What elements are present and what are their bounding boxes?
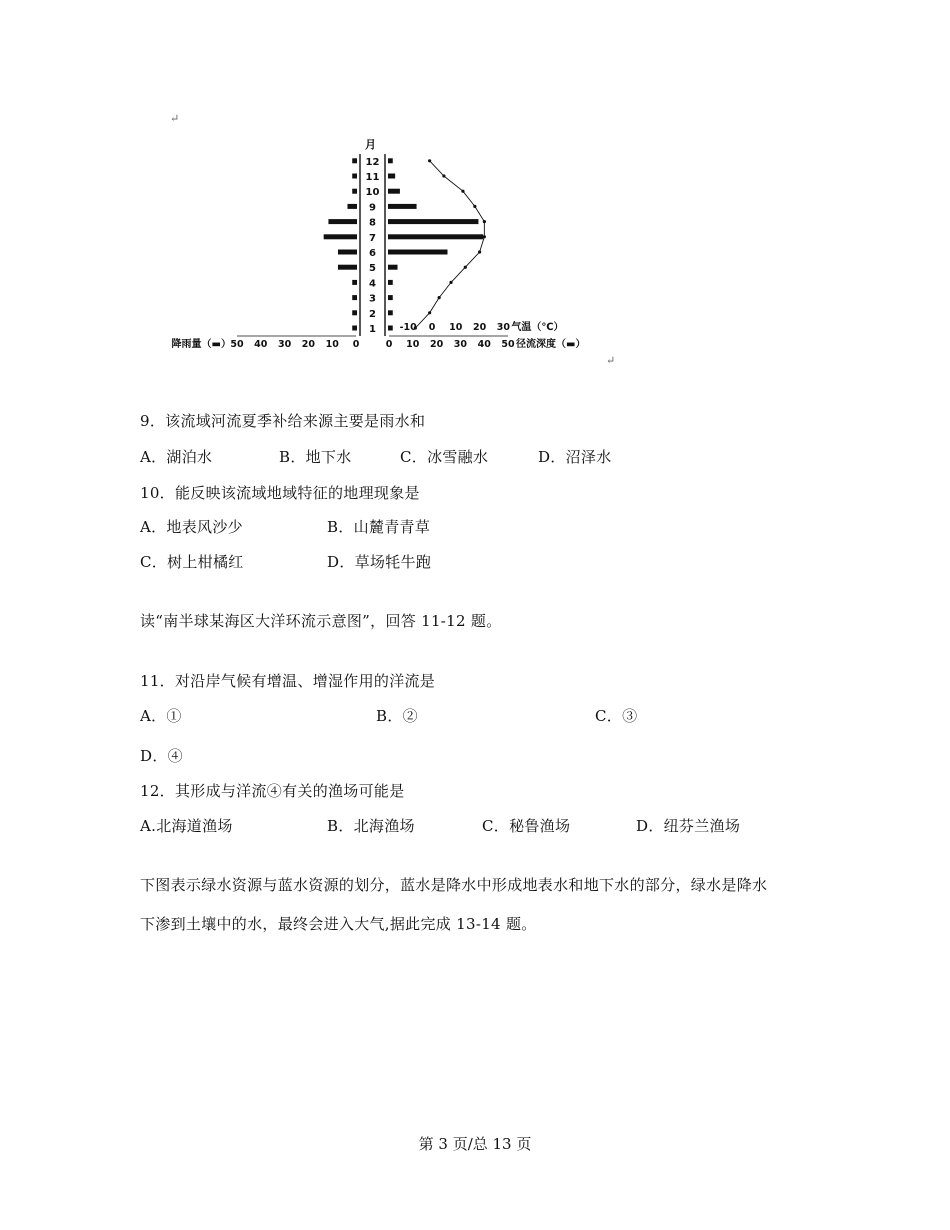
rainfall-bars: [324, 158, 357, 330]
option-a[interactable]: A.北海道渔场: [140, 817, 233, 835]
intro-11-12: 读“南半球某海区大洋环流示意图”，回答 11-12 题。: [140, 612, 502, 630]
option-c[interactable]: C．树上柑橘红: [140, 553, 244, 571]
month-label: 4: [369, 278, 376, 290]
temp-tick-label: 20: [472, 322, 487, 333]
rainfall-bar: [352, 295, 357, 300]
question-9-stem: 9．该流域河流夏季补给来源主要是雨水和: [140, 412, 426, 430]
question-12-stem: 12．其形成与洋流④有关的渔场可能是: [140, 782, 405, 800]
month-label: 10: [365, 187, 380, 199]
option-a[interactable]: A．①: [140, 707, 182, 725]
temperature-point: [478, 250, 481, 253]
option-a[interactable]: A．地表风沙少: [140, 518, 243, 536]
runoff-tick-label: 30: [453, 339, 468, 350]
runoff-bar: [388, 326, 393, 331]
question-11-stem: 11．对沿岸气候有增温、增湿作用的洋流是: [140, 672, 436, 690]
month-label: 9: [369, 202, 376, 214]
rain-tick-label: 30: [277, 339, 292, 350]
rain-tick-label: 10: [325, 339, 339, 350]
temperature-point: [438, 296, 441, 299]
runoff-bar: [388, 295, 393, 300]
option-a[interactable]: A．湖泊水: [140, 448, 213, 466]
runoff-bar: [388, 250, 448, 255]
question-11-options: [140, 705, 840, 727]
temperature-point: [483, 220, 486, 223]
question-11: [140, 670, 435, 691]
temp-tick-label: -10: [399, 322, 417, 333]
temp-axis-label: 气温（℃）: [511, 322, 564, 333]
month-label: 3: [369, 293, 376, 305]
runoff-tick-label: 50: [501, 339, 515, 350]
runoff-bar: [388, 234, 483, 239]
option-d[interactable]: D．草场牦牛跑: [327, 553, 432, 571]
page-footer: 第 3 页/总 13 页: [418, 1135, 532, 1153]
climate-runoff-chart: [160, 128, 630, 368]
temp-tick-label: 10: [449, 322, 463, 333]
temperature-point: [449, 281, 452, 284]
rainfall-bar: [352, 189, 357, 194]
month-label: 11: [365, 172, 380, 183]
rainfall-bar: [328, 219, 357, 224]
temperature-point: [464, 266, 467, 269]
temperature-point: [442, 174, 445, 177]
y-axis-label: 月: [365, 138, 376, 151]
rain-tick-label: 40: [254, 339, 268, 350]
paragraph-mark-chart: ↵: [606, 354, 616, 367]
temperature-line: [415, 161, 484, 328]
rain-axis-label: 降雨量（▬）: [171, 339, 231, 350]
runoff-bar: [388, 219, 478, 224]
month-label: 1: [369, 324, 376, 335]
runoff-bar: [388, 310, 393, 315]
option-c[interactable]: C．③: [595, 707, 638, 725]
question-11-options-row2: [140, 745, 840, 767]
month-label: 12: [365, 156, 380, 168]
option-b[interactable]: B．地下水: [279, 448, 352, 466]
month-label: 8: [369, 217, 376, 229]
question-10: [140, 482, 420, 503]
option-d[interactable]: D．纽芬兰渔场: [636, 817, 741, 835]
runoff-tick-label: 20: [429, 339, 444, 350]
rainfall-bar: [352, 174, 357, 179]
rainfall-bar: [352, 326, 357, 331]
runoff-bar: [388, 280, 393, 285]
temp-tick-label: 0: [428, 322, 436, 333]
rainfall-bar: [352, 310, 357, 315]
rainfall-bar: [338, 265, 357, 270]
question-12-options: [140, 815, 840, 837]
rain-tick-label: 0: [352, 339, 360, 350]
rainfall-bar: [352, 158, 357, 163]
temperature-point: [428, 311, 431, 314]
runoff-bar: [388, 189, 400, 194]
option-b[interactable]: B．山麓青青草: [327, 518, 431, 536]
question-10-stem: 10．能反映该流域地域特征的地理现象是: [140, 484, 420, 502]
option-b[interactable]: B．北海渔场: [327, 817, 415, 835]
rainfall-bar: [347, 204, 357, 209]
question-9: [140, 410, 425, 431]
month-label: 6: [369, 248, 376, 259]
runoff-bar: [388, 204, 417, 209]
temperature-point: [483, 235, 486, 238]
runoff-tick-label: 40: [477, 339, 491, 350]
option-c[interactable]: C．冰雪融水: [400, 448, 489, 466]
paragraph-mark-top: ↵: [170, 112, 180, 125]
runoff-tick-label: 0: [385, 339, 393, 350]
question-9-options: [140, 446, 840, 468]
question-10-options-row1: [140, 516, 840, 538]
temperature-point: [473, 205, 476, 208]
month-label: 5: [369, 263, 376, 275]
question-12: [140, 780, 405, 801]
month-label: 2: [369, 308, 376, 320]
temperature-curve: [414, 159, 486, 329]
temperature-point: [428, 159, 431, 162]
runoff-bar: [388, 265, 398, 270]
rain-tick-label: 20: [301, 339, 316, 350]
rainfall-bar: [324, 234, 357, 239]
runoff-bar: [388, 174, 395, 179]
chart-axes: [172, 138, 586, 350]
option-d[interactable]: D．沼泽水: [538, 448, 612, 466]
option-b[interactable]: B．②: [376, 707, 418, 725]
intro-13-14-line2: 下渗到土壤中的水，最终会进入大气,据此完成 13-14 题。: [140, 915, 537, 933]
option-c[interactable]: C．秘鲁渔场: [482, 817, 571, 835]
runoff-tick-label: 10: [406, 339, 420, 350]
temperature-point: [461, 190, 464, 193]
option-d[interactable]: D．④: [140, 747, 183, 765]
temp-tick-label: 30: [496, 322, 511, 333]
question-10-options-row2: [140, 551, 840, 573]
rainfall-bar: [352, 280, 357, 285]
rainfall-bar: [338, 250, 357, 255]
rain-tick-label: 50: [230, 339, 244, 350]
runoff-bars: [388, 158, 483, 330]
month-label: 7: [369, 232, 376, 244]
runoff-axis-label: 径流深度（▬）: [516, 339, 586, 350]
intro-13-14-line1: 下图表示绿水资源与蓝水资源的划分，蓝水是降水中形成地表水和地下水的部分，绿水是降水: [140, 876, 768, 894]
runoff-bar: [388, 158, 393, 163]
